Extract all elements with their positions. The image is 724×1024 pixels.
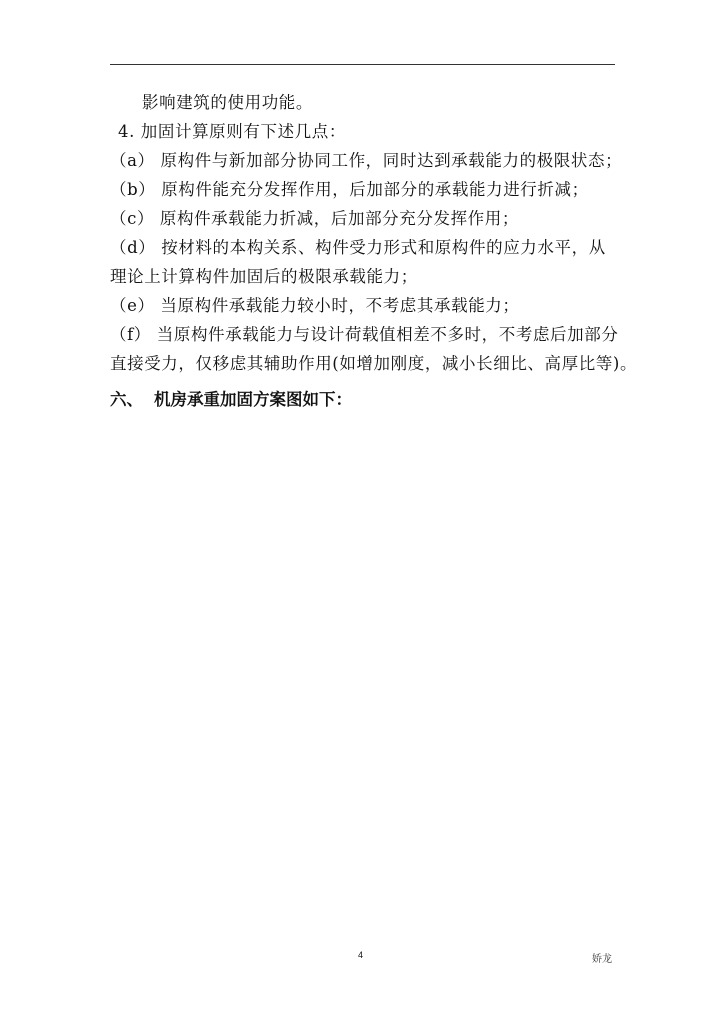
- principle-a: （a） 原构件与新加部分协同工作，同时达到承载能力的极限状态；: [110, 151, 623, 170]
- principle-f-line2: 直接受力，仅移虑其辅助作用(如增加刚度，减小长细比、高厚比等)。: [110, 354, 638, 373]
- section-heading: [110, 385, 622, 414]
- item-4-heading: 4. 加固计算原则有下述几点：: [118, 122, 346, 141]
- footer-name: 娇龙: [592, 954, 612, 965]
- principle-f-line1: （f） 当原构件承载能力与设计荷载值相差不多时，不考虑后加部分: [110, 325, 619, 344]
- principle-c: （c） 原构件承载能力折减，后加部分充分发挥作用；: [110, 209, 519, 228]
- principle-b: （b） 原构件能充分发挥作用，后加部分的承载能力进行折减；: [110, 180, 589, 199]
- principle-d-line2: 理论上计算构件加固后的极限承载能力；: [110, 267, 418, 286]
- header-rule: [110, 64, 615, 65]
- section-number: 六、: [110, 390, 143, 409]
- principle-e: （e） 当原构件承载能力较小时，不考虑其承载能力；: [110, 296, 520, 315]
- page-number: 4: [358, 950, 364, 960]
- section-title: 机房承重加固方案图如下：: [154, 390, 352, 409]
- paragraph-continuation: 影响建筑的使用功能。: [142, 93, 313, 112]
- principle-d-line1: （d） 按材料的本构关系、构件受力形式和原构件的应力水平，从: [110, 238, 606, 257]
- page-body: [110, 88, 638, 414]
